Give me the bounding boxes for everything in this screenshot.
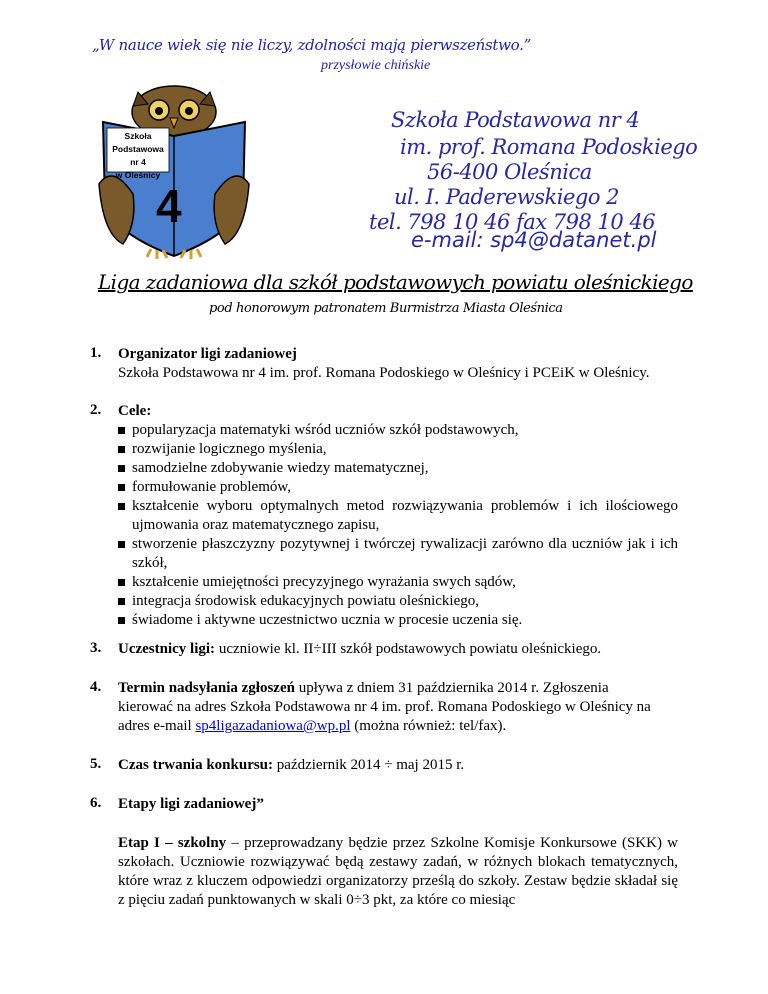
list-item: kształcenie wyboru optymalnych metod rozwiązywania problemów i ich ilościowego ujmowania oraz matematycznego zapisu,: [118, 497, 678, 535]
section-3-text: uczniowie kl. II÷III szkół podstawowych powiatu oleśnickiego.: [215, 641, 602, 657]
document-subtitle: pod honorowym patronatem Burmistrza Miasta Oleśnica: [209, 301, 563, 316]
list-item: rozwijanie logicznego myślenia,: [118, 440, 678, 459]
school-phone: tel. 798 10 46 fax 798 10 46: [369, 210, 656, 234]
school-postal: 56-400 Oleśnica: [427, 160, 592, 184]
list-item: świadome i aktywne uczestnictwo ucznia w procesie uczenia się.: [118, 611, 678, 630]
section-2-heading-wrap: [118, 402, 678, 421]
school-email: e-mail: sp4@datanet.pl: [411, 228, 657, 252]
section-1-text: Szkoła Podstawowa nr 4 im. prof. Romana Podoskiego w Oleśnicy i PCEiK w Oleśnicy.: [118, 365, 650, 381]
section-5-text: październik 2014 ÷ maj 2015 r.: [273, 757, 465, 773]
section-3-label: Uczestnicy ligi:: [118, 641, 216, 657]
list-item: kształcenie umiejętności precyzyjnego wyrażania swych sądów,: [118, 573, 678, 592]
section-4-text: upływa z dniem 31 października 2014 r. Zgłoszenia kierować na adres Szkoła Podstawowa nr 4 im. prof. Romana Podoskiego w Oleśnicy na adres e-mail: [118, 680, 651, 734]
section-2-heading: Cele:: [118, 403, 152, 419]
motto: „W nauce wiek się nie liczy, zdolności mają pierwszeństwo.”: [92, 36, 531, 54]
motto-source: przysłowie chińskie: [321, 58, 431, 73]
school-logo: [93, 84, 255, 260]
section-2-number: 2.: [90, 402, 102, 418]
section-6-heading-wrap: [118, 795, 678, 814]
section-5-number: 5.: [90, 756, 102, 772]
section-3-number: 3.: [90, 640, 102, 656]
section-6-stage: [118, 834, 678, 910]
logo-number: 4: [156, 180, 182, 232]
logo-text-line1: Szkoła Podstawowa: [112, 131, 164, 154]
section-3: [118, 640, 678, 659]
school-street: ul. I. Paderewskiego 2: [394, 185, 620, 209]
goals-list: [118, 421, 678, 630]
section-6-number: 6.: [90, 795, 102, 811]
section-1: [118, 345, 678, 383]
section-1-heading: Organizator ligi zadaniowej: [118, 346, 297, 362]
list-item: samodzielne zdobywanie wiedzy matematycznej,: [118, 459, 678, 478]
logo-text-line2: nr 4: [130, 157, 146, 167]
stage-1-label: Etap I – szkolny: [118, 835, 227, 851]
section-4: [118, 679, 663, 736]
logo-text-line3: w Oleśnicy: [115, 170, 161, 180]
list-item: formułowanie problemów,: [118, 478, 678, 497]
section-5-label: Czas trwania konkursu:: [118, 757, 274, 773]
document-title: Liga zadaniowa dla szkół podstawowych powiatu oleśnickiego: [98, 270, 693, 294]
list-item: popularyzacja matematyki wśród uczniów szkół podstawowych,: [118, 421, 678, 440]
section-4-after: (można również: tel/fax).: [350, 718, 507, 734]
stage-1-text: – przeprowadzany będzie przez Szkolne Komisje Konkursowe (SKK) w szkołach. Uczniowie rozwiązywać będą zestawy zadań, w różnych blokach tematycznych, które wraz z kluczem odpowiedzi organizatorzy prześlą do szkoły. Zestaw będzie składał się z pięciu zadań punktowanych w skali 0÷3 pkt, za które co miesiąc: [118, 835, 678, 908]
section-6-heading: Etapy ligi zadaniowej”: [118, 796, 264, 812]
list-item: integracja środowisk edukacyjnych powiatu oleśnickiego,: [118, 592, 678, 611]
registration-email-link[interactable]: sp4ligazadaniowa@wp.pl: [195, 718, 351, 734]
section-5: [118, 756, 678, 775]
section-1-number: 1.: [90, 345, 102, 361]
school-patron: im. prof. Romana Podoskiego: [400, 135, 698, 159]
section-4-label: Termin nadsyłania zgłoszeń: [118, 680, 295, 696]
list-item: stworzenie płaszczyzny pozytywnej i twórczej rywalizacji zarówno dla uczniów jak i ich szkół,: [118, 535, 678, 573]
school-name: Szkoła Podstawowa nr 4: [391, 108, 640, 132]
section-4-number: 4.: [90, 679, 102, 695]
